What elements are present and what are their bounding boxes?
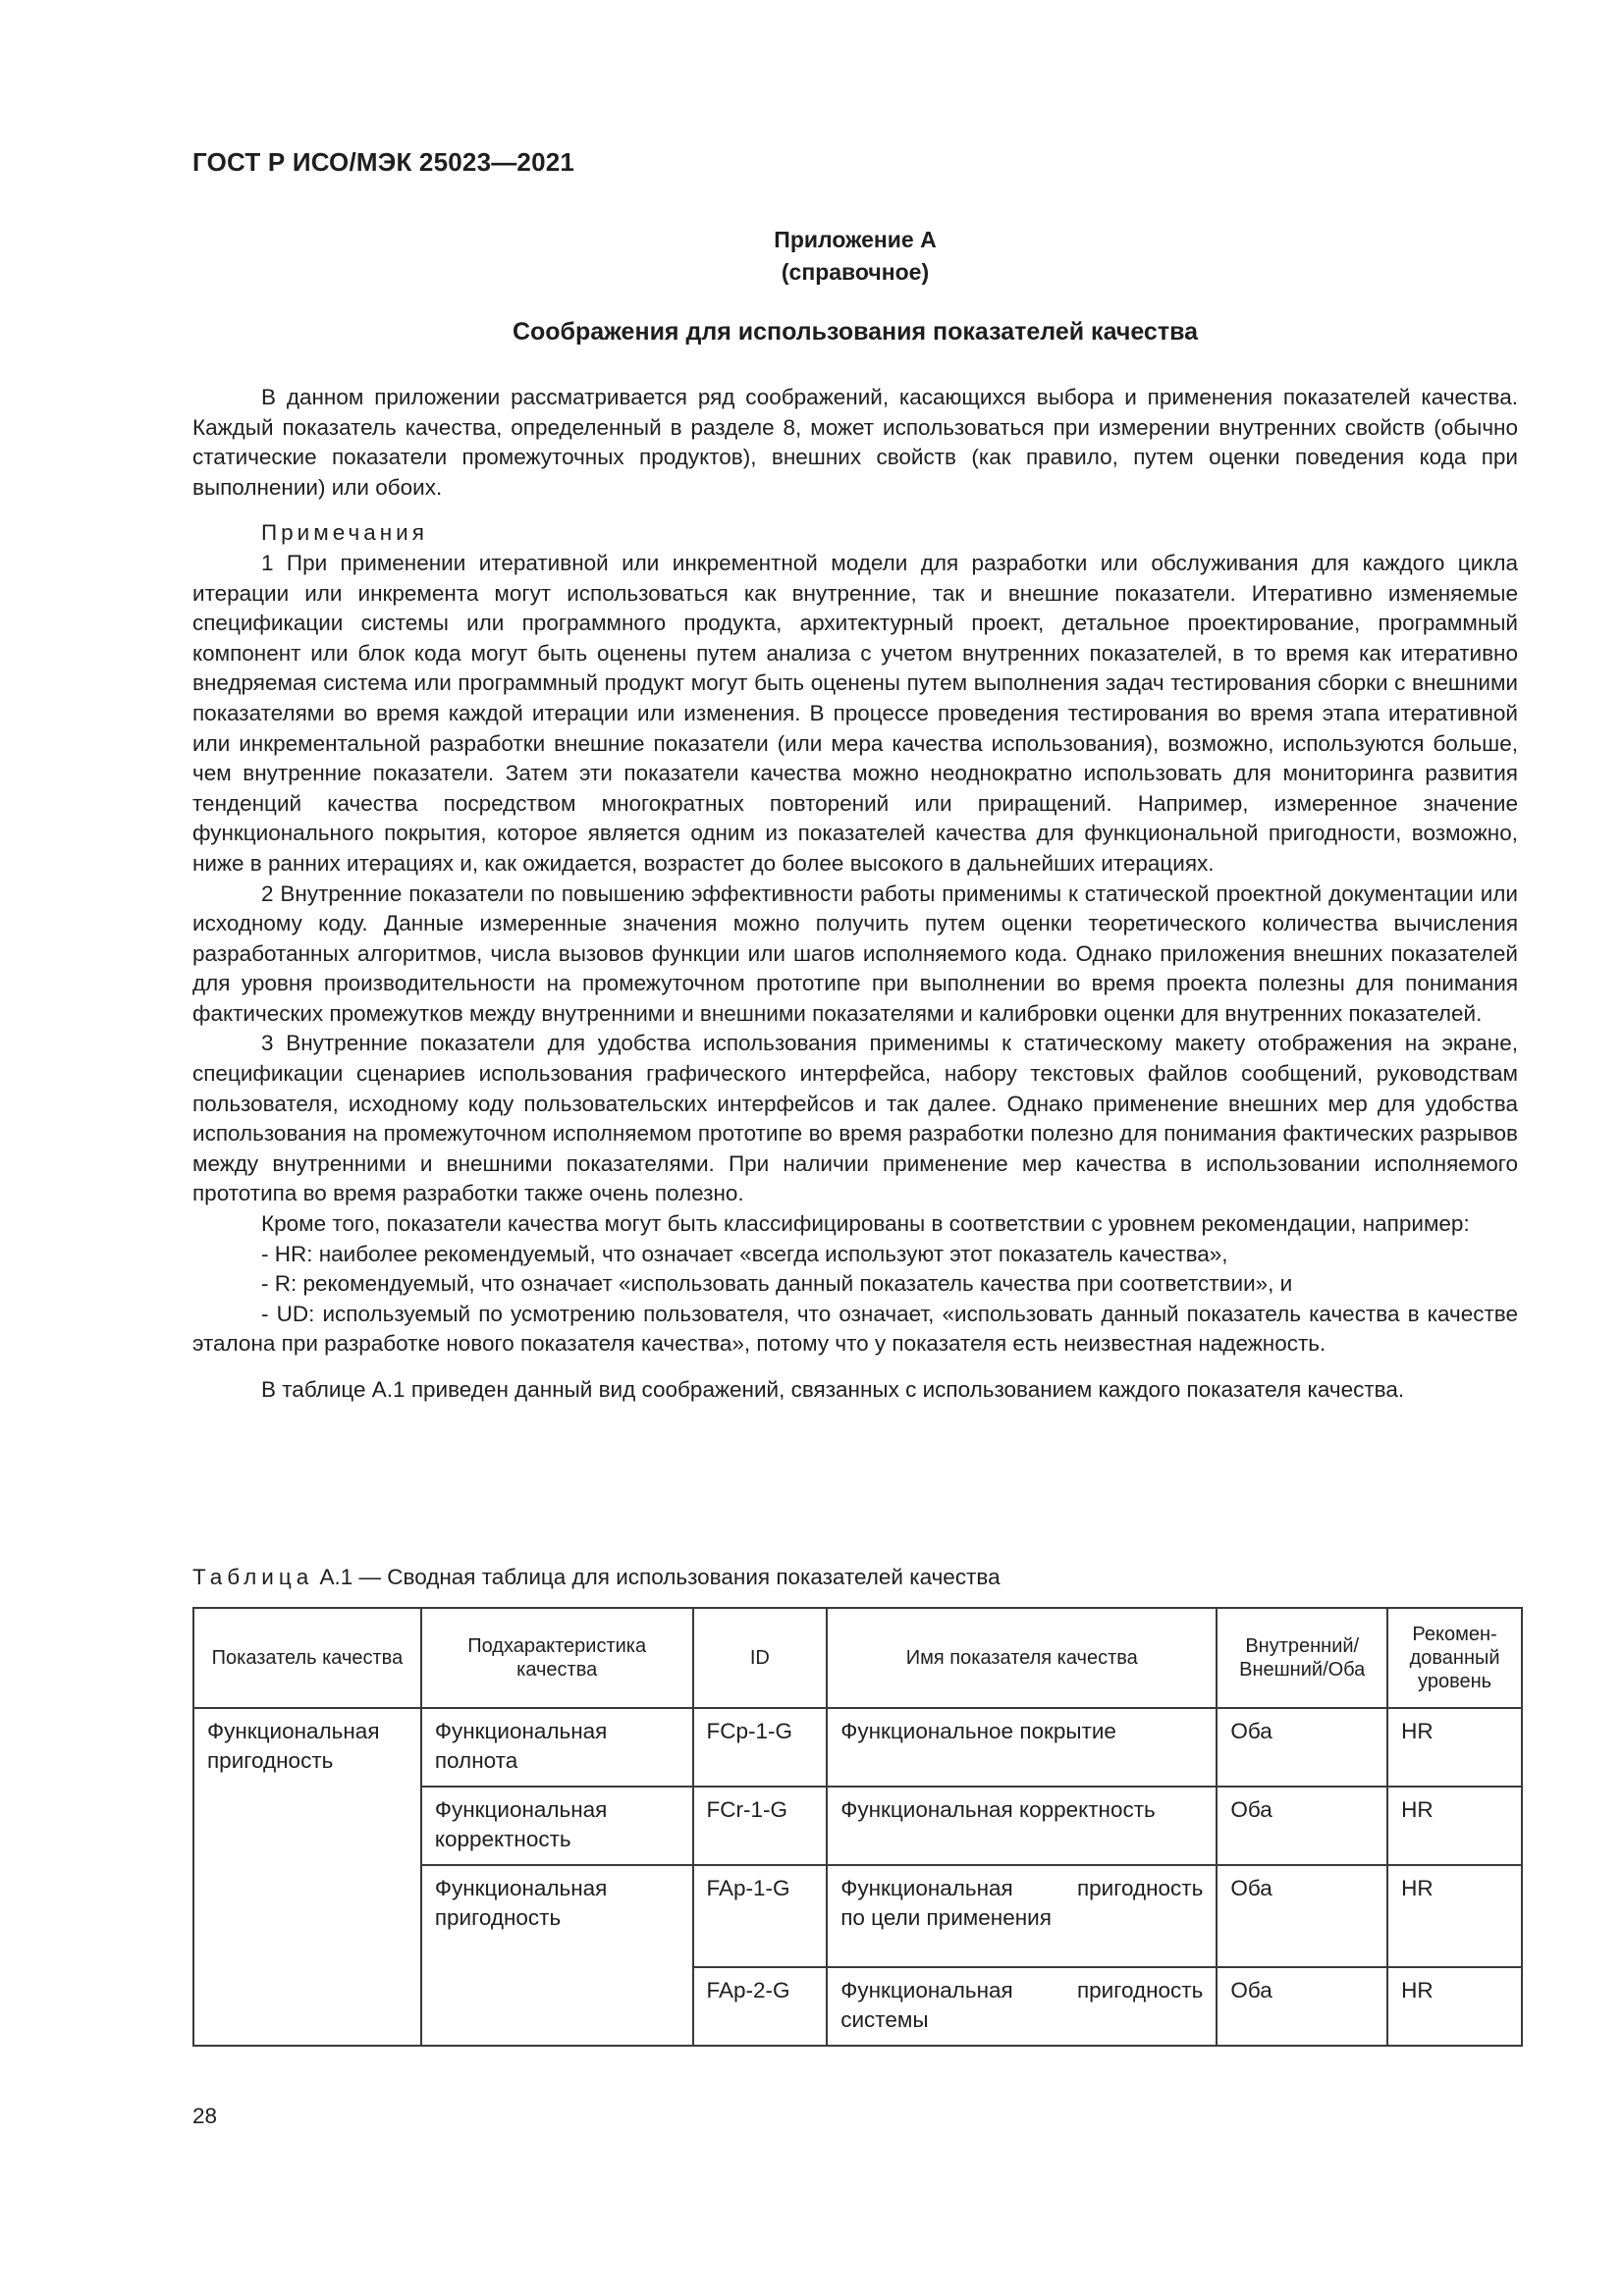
cell-id: FAp-2-G [693, 1967, 828, 2046]
table-caption-text: А.1 — Сводная таблица для использования показателей качества [319, 1565, 1001, 1589]
cell-internal-external: Оба [1217, 1787, 1387, 1865]
cell-level: HR [1387, 1865, 1522, 1967]
cell-id: FCr-1-G [693, 1787, 828, 1865]
table-row [193, 1708, 1522, 1787]
cell-measure-name [827, 1967, 1217, 2046]
cell-quality-characteristic: Функциональная пригодность [193, 1708, 421, 2046]
note-1: 1 При применении итеративной или инкрементной модели для разработки или обслуживания для каждого цикла итерации или инкремента могут использоваться как внутренние, так и внешние показатели. Итеративно изменяемые спецификации системы или программного продукта, архитектурный проект, детальное проектирование, программный компонент или блок кода могут быть оценены путем анализа с учетом внутренних показателей, в то время как итеративно внедряемая система или программный продукт могут быть оценены путем выполнения задач тестирования сборки с внешними показателями во время каждой итерации или изменения. В процессе проведения тестирования во время этапа итеративной или инкрементальной разработки внешние показатели (или мера качества использования), возможно, используются больше, чем внутренние показатели. Затем эти показатели качества можно неоднократно использовать для мониторинга развития тенденций качества посредством многократных повторений или приращений. Например, измеренное значение функционального покрытия, которое является одним из показателей качества для функциональной пригодности, возможно, ниже в ранних итерациях и, как ожидается, возрастет до более высокого в дальнейших итерациях. [192, 550, 1518, 876]
cell-measure-name [827, 1865, 1217, 1967]
header-measure: Показатель качества [193, 1608, 421, 1708]
cell-subcharacteristic: Функциональная корректность [421, 1787, 693, 1865]
cell-subcharacteristic: Функциональная пригодность [421, 1865, 693, 2046]
cell-level: HR [1387, 1787, 1522, 1865]
cell-id: FAp-1-G [693, 1865, 828, 1967]
cell-internal-external: Оба [1217, 1967, 1387, 2046]
annex-heading [192, 224, 1518, 289]
table-caption [192, 1565, 1001, 1590]
cell-level: HR [1387, 1708, 1522, 1787]
cell-internal-external: Оба [1217, 1708, 1387, 1787]
annex-title: Приложение А [774, 227, 937, 252]
section-title: Соображения для использования показателей качества [512, 318, 1199, 346]
body-text [192, 383, 1518, 1406]
measure-name-line-1: Функциональная пригодность [840, 1876, 1204, 1900]
measure-name-line-2: по цели применения [840, 1905, 1052, 1930]
intro-paragraph: В данном приложении рассматривается ряд соображений, касающихся выбора и применения показателей качества. Каждый показатель качества, определенный в разделе 8, может использоваться при измерении внутренних свойств (обычно статические показатели промежуточных продуктов), внешних свойств (как правило, путем оценки поведения кода при выполнении) или обоих. [192, 385, 1518, 500]
cell-subcharacteristic: Функциональная полнота [421, 1708, 693, 1787]
page-number: 28 [192, 2104, 218, 2128]
cell-internal-external: Оба [1217, 1865, 1387, 1967]
cell-level: HR [1387, 1967, 1522, 2046]
table-header-row [193, 1608, 1522, 1708]
header-internal-external: Внутренний/ Внешний/Оба [1217, 1608, 1387, 1708]
standard-header: ГОСТ Р ИСО/МЭК 25023—2021 [192, 147, 575, 177]
measure-name-line-1: Функциональная пригодность [840, 1978, 1204, 2002]
cell-measure-name: Функциональное покрытие [827, 1708, 1217, 1787]
notes-heading: Примечания [261, 520, 428, 546]
header-measure-name: Имя показателя качества [827, 1608, 1217, 1708]
table-caption-word: Таблица [192, 1565, 314, 1589]
list-item-r: - R: рекомендуемый, что означает «использовать данный показатель качества при соответствии», и [261, 1271, 1293, 1297]
note-2: 2 Внутренние показатели по повышению эффективности работы применимы к статической проектной документации или исходному коду. Данные измеренные значения можно получить путем оценки теоретического количества вычисления разработанных алгоритмов, числа вызовов функции или шагов исполняемого кода. Однако приложения внешних показателей для уровня производительности на промежуточном прототипе при выполнении во время проекта полезны для понимания фактических промежутков между внутренними и внешними показателями и калибровки оценки для внутренних показателей. [192, 881, 1518, 1026]
list-item-hr: - HR: наиболее рекомендуемый, что означает «всегда используют этот показатель качества», [261, 1241, 1228, 1266]
annex-type: (справочное) [781, 259, 930, 285]
header-subcharacteristic: Подхарактеристика качества [421, 1608, 693, 1708]
cell-id: FCp-1-G [693, 1708, 828, 1787]
measure-name-line-2: системы [840, 2007, 929, 2032]
list-item-ud: - UD: используемый по усмотрению пользователя, что означает, «использовать данный показатель качества в качестве эталона при разработке нового показателя качества», потому что у показателя есть неизвестная надежность. [192, 1301, 1518, 1357]
header-recommended-level: Рекомен- дованный уровень [1387, 1608, 1522, 1708]
note-3: 3 Внутренние показатели для удобства использования применимы к статическому макету отображения на экране, спецификации сценариев использования графического интерфейса, набору текстовых файлов сообщений, руководствам пользователя, исходному коду пользовательских интерфейсов и так далее. Однако применение внешних мер для удобства использования на промежуточном исполняемом прототипе во время разработки полезно для понимания фактических разрывов между внутренними и внешними показателями. При наличии применение мер качества в использовании исполняемого прототипа во время разработки также очень полезно. [192, 1031, 1518, 1206]
classification-paragraph: Кроме того, показатели качества могут быть классифицированы в соответствии с уровнем рекомендации, например: [261, 1211, 1470, 1237]
header-id: ID [693, 1608, 828, 1708]
table-intro-paragraph: В таблице А.1 приведен данный вид соображений, связанных с использованием каждого показателя качества. [261, 1377, 1405, 1402]
cell-measure-name: Функциональная корректность [827, 1787, 1217, 1865]
summary-table [192, 1607, 1523, 2047]
